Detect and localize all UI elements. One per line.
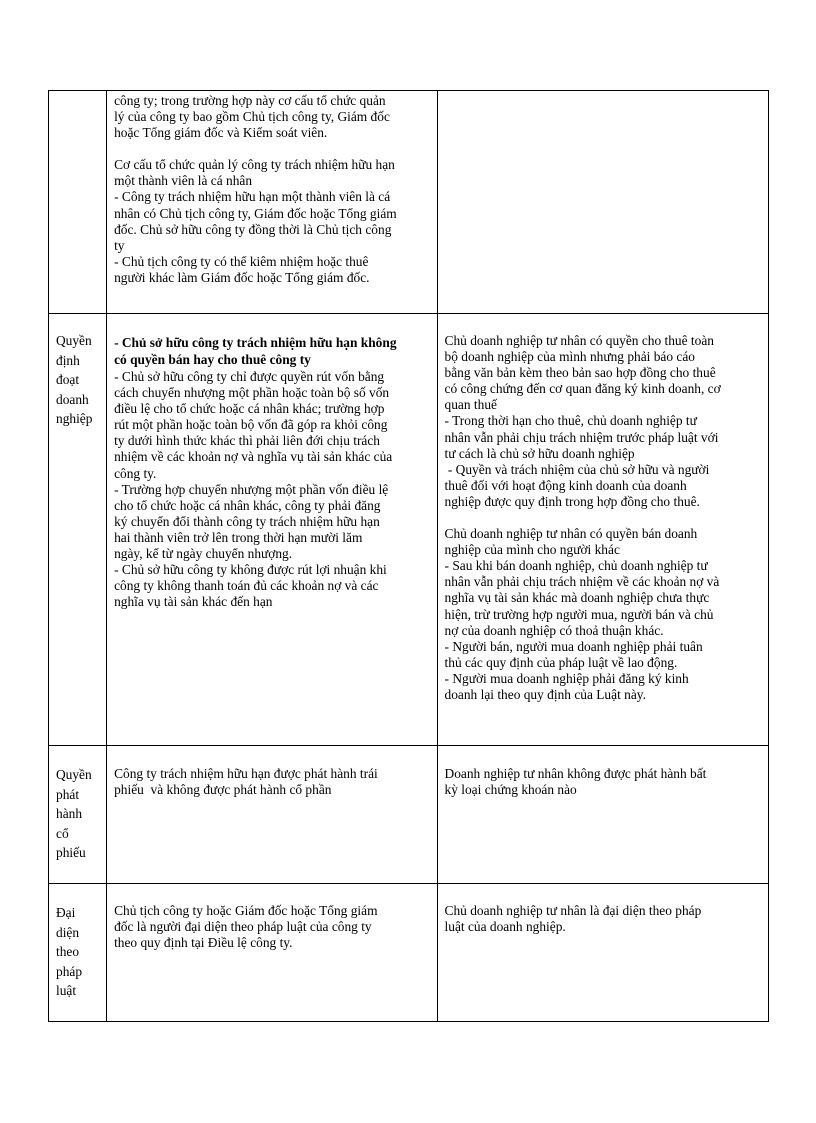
private-enterprise-cell: [437, 314, 768, 746]
text-line: quan thuế: [444, 397, 497, 413]
text-line: đốc là người đại diện theo pháp luật của công ty: [114, 919, 372, 935]
text-line: hoặc Tổng giám đốc và Kiểm soát viên.: [114, 125, 328, 141]
text-line: Chủ tịch công ty hoặc Giám đốc hoặc Tổng giám: [114, 903, 378, 918]
text-line: nhân vẫn phải chịu trách nhiệm về các khoản nợ và: [444, 574, 720, 590]
row-label-line: đoạt: [56, 372, 80, 388]
row-label-line: doanh: [56, 391, 89, 407]
row-label-line: diện: [56, 924, 80, 940]
text-line: phiếu và không được phát hành cổ phần: [114, 782, 332, 798]
row-label-line: Quyền: [56, 767, 92, 782]
table-row: [49, 91, 769, 314]
text-line: Chủ doanh nghiệp tư nhân có quyền bán doanh: [444, 526, 698, 542]
text-line: bằng văn bản kèm theo bản sao hợp đồng cho thuê: [444, 365, 716, 381]
text-line: đốc. Chủ sở hữu công ty đồng thời là Chủ tịch công: [114, 221, 392, 237]
text-line: nghĩa vụ tài sản khác mà doanh nghiệp chưa thực: [444, 590, 710, 606]
text-line: tư cách là chủ sở hữu doanh nghiệp: [444, 445, 635, 461]
row-label-cell: [49, 91, 107, 314]
text-line: - Người bán, người mua doanh nghiệp phải tuân: [444, 638, 703, 654]
text-line: Chủ doanh nghiệp tư nhân là đại diện theo pháp: [444, 903, 702, 918]
text-line: Công ty trách nhiệm hữu hạn được phát hành trái: [114, 766, 378, 781]
row-label-line: Quyền: [56, 333, 92, 348]
text-line: Chủ doanh nghiệp tư nhân có quyền cho thuê toàn: [444, 333, 714, 348]
text-line: - Chủ sở hữu công ty chỉ được quyền rút vốn bằng: [114, 369, 385, 384]
row-label-line: phát: [56, 786, 80, 802]
text-line: người khác làm Giám đốc hoặc Tổng giám đốc.: [114, 269, 370, 285]
private-enterprise-cell: [437, 91, 768, 314]
llc-cell: [107, 314, 437, 746]
text-line: cách chuyển nhượng một phần hoặc toàn bộ số vốn: [114, 385, 390, 401]
text-line: - Chủ sở hữu công ty không được rút lợi nhuận khi: [114, 562, 387, 578]
text-line: nghĩa vụ tài sản khác đến hạn: [114, 594, 273, 610]
text-line: thủ các quy định của pháp luật về lao động.: [444, 654, 678, 670]
text-line: cho tổ chức hoặc cá nhân khác, công ty phải đăng: [114, 497, 381, 513]
text-line: lý của công ty bao gồm Chủ tịch công ty, Giám đốc: [114, 109, 390, 125]
table-row: [49, 746, 769, 884]
row-label-cell: [49, 884, 107, 1022]
row-label-line: nghiệp: [56, 411, 93, 427]
row-label-line: định: [56, 352, 80, 368]
text-line: - Người mua doanh nghiệp phải đăng ký kinh: [444, 670, 689, 686]
row-label-cell: [49, 746, 107, 884]
text-line: hai thành viên trở lên trong thời hạn mười lăm: [114, 529, 363, 545]
row-label-line: luật: [56, 983, 77, 999]
text-line: nghiệp được quy định trong hợp đồng cho thuê.: [444, 493, 700, 509]
text-line: - Công ty trách nhiệm hữu hạn một thành viên là cá: [114, 189, 391, 205]
text-line: điều lệ cho tổ chức hoặc cá nhân khác; trường hợp: [114, 401, 385, 417]
text-line: bộ doanh nghiệp của mình nhưng phải báo cáo: [444, 349, 695, 365]
text-line: kỳ loại chứng khoán nào: [444, 782, 577, 798]
private-enterprise-cell: [437, 884, 768, 1022]
row-label-line: theo: [56, 944, 80, 960]
text-line: - Chủ tịch công ty có thể kiêm nhiệm hoặc thuê: [114, 253, 369, 269]
text-line: nợ của doanh nghiệp có thoả thuận khác.: [444, 622, 664, 638]
text-line: một thành viên là cá nhân: [114, 173, 253, 189]
text-line: luật của doanh nghiệp.: [444, 919, 566, 935]
text-line: Cơ cấu tổ chức quản lý công ty trách nhiệm hữu hạn: [114, 157, 395, 173]
text-line: nghiệp của mình cho người khác: [444, 542, 620, 558]
text-line: doanh lại theo quy định của Luật này.: [444, 686, 646, 702]
text-line: - Trong thời hạn cho thuê, chủ doanh nghiệp tư: [444, 413, 697, 429]
text-line: rút một phần hoặc toàn bộ vốn đã góp ra khỏi công: [114, 417, 388, 433]
text-line: ký chuyển đổi thành công ty trách nhiệm hữu hạn: [114, 513, 380, 529]
text-line: có công chứng đến cơ quan đăng ký kinh doanh, cơ: [444, 381, 721, 397]
text-line: nhân có Chủ tịch công ty, Giám đốc hoặc Tổng giám: [114, 205, 397, 221]
text-line: theo quy định tại Điều lệ công ty.: [114, 935, 293, 951]
private-enterprise-cell: [437, 746, 768, 884]
text-line: nhiệm về các khoản nợ và nghĩa vụ tài sản khác của: [114, 449, 393, 465]
llc-cell: [107, 746, 437, 884]
text-line: ty dưới hình thức khác thì phải liên đới chịu trách: [114, 433, 381, 449]
row-label-line: pháp: [56, 963, 83, 979]
text-line: công ty.: [114, 465, 157, 481]
text-line-heading: có quyền bán hay cho thuê công ty: [114, 352, 311, 367]
comparison-table: [48, 90, 769, 1022]
row-label-line: Đại: [56, 905, 76, 920]
row-label-line: hành: [56, 806, 83, 822]
llc-cell: [107, 91, 437, 314]
text-line-heading: - Chủ sở hữu công ty trách nhiệm hữu hạn không: [114, 335, 397, 350]
text-line: - Sau khi bán doanh nghiệp, chủ doanh nghiệp tư: [444, 558, 708, 574]
row-label-line: cổ: [56, 825, 69, 841]
text-line: Doanh nghiệp tư nhân không được phát hành bất: [444, 766, 707, 781]
row-label-line: phiếu: [56, 845, 86, 861]
text-line: thuê đối với hoạt động kinh doanh của doanh: [444, 477, 687, 493]
text-line: nhân vẫn phải chịu trách nhiệm trước pháp luật với: [444, 429, 719, 445]
text-line: - Quyền và trách nhiệm của chủ sở hữu và người: [444, 461, 710, 477]
text-line: ngày, kể từ ngày chuyển nhượng.: [114, 546, 293, 562]
text-line: ty: [114, 237, 125, 253]
table-row: [49, 884, 769, 1022]
llc-cell: [107, 884, 437, 1022]
table-row: [49, 314, 769, 746]
text-line: hiện, trừ trường hợp người mua, người bán và chủ: [444, 606, 714, 622]
text-line: công ty không thanh toán đủ các khoản nợ và các: [114, 578, 379, 594]
row-label-cell: [49, 314, 107, 746]
text-line: công ty; trong trường hợp này cơ cấu tổ chức quản: [114, 93, 386, 108]
text-line: - Trường hợp chuyển nhượng một phần vốn điều lệ: [114, 481, 389, 497]
